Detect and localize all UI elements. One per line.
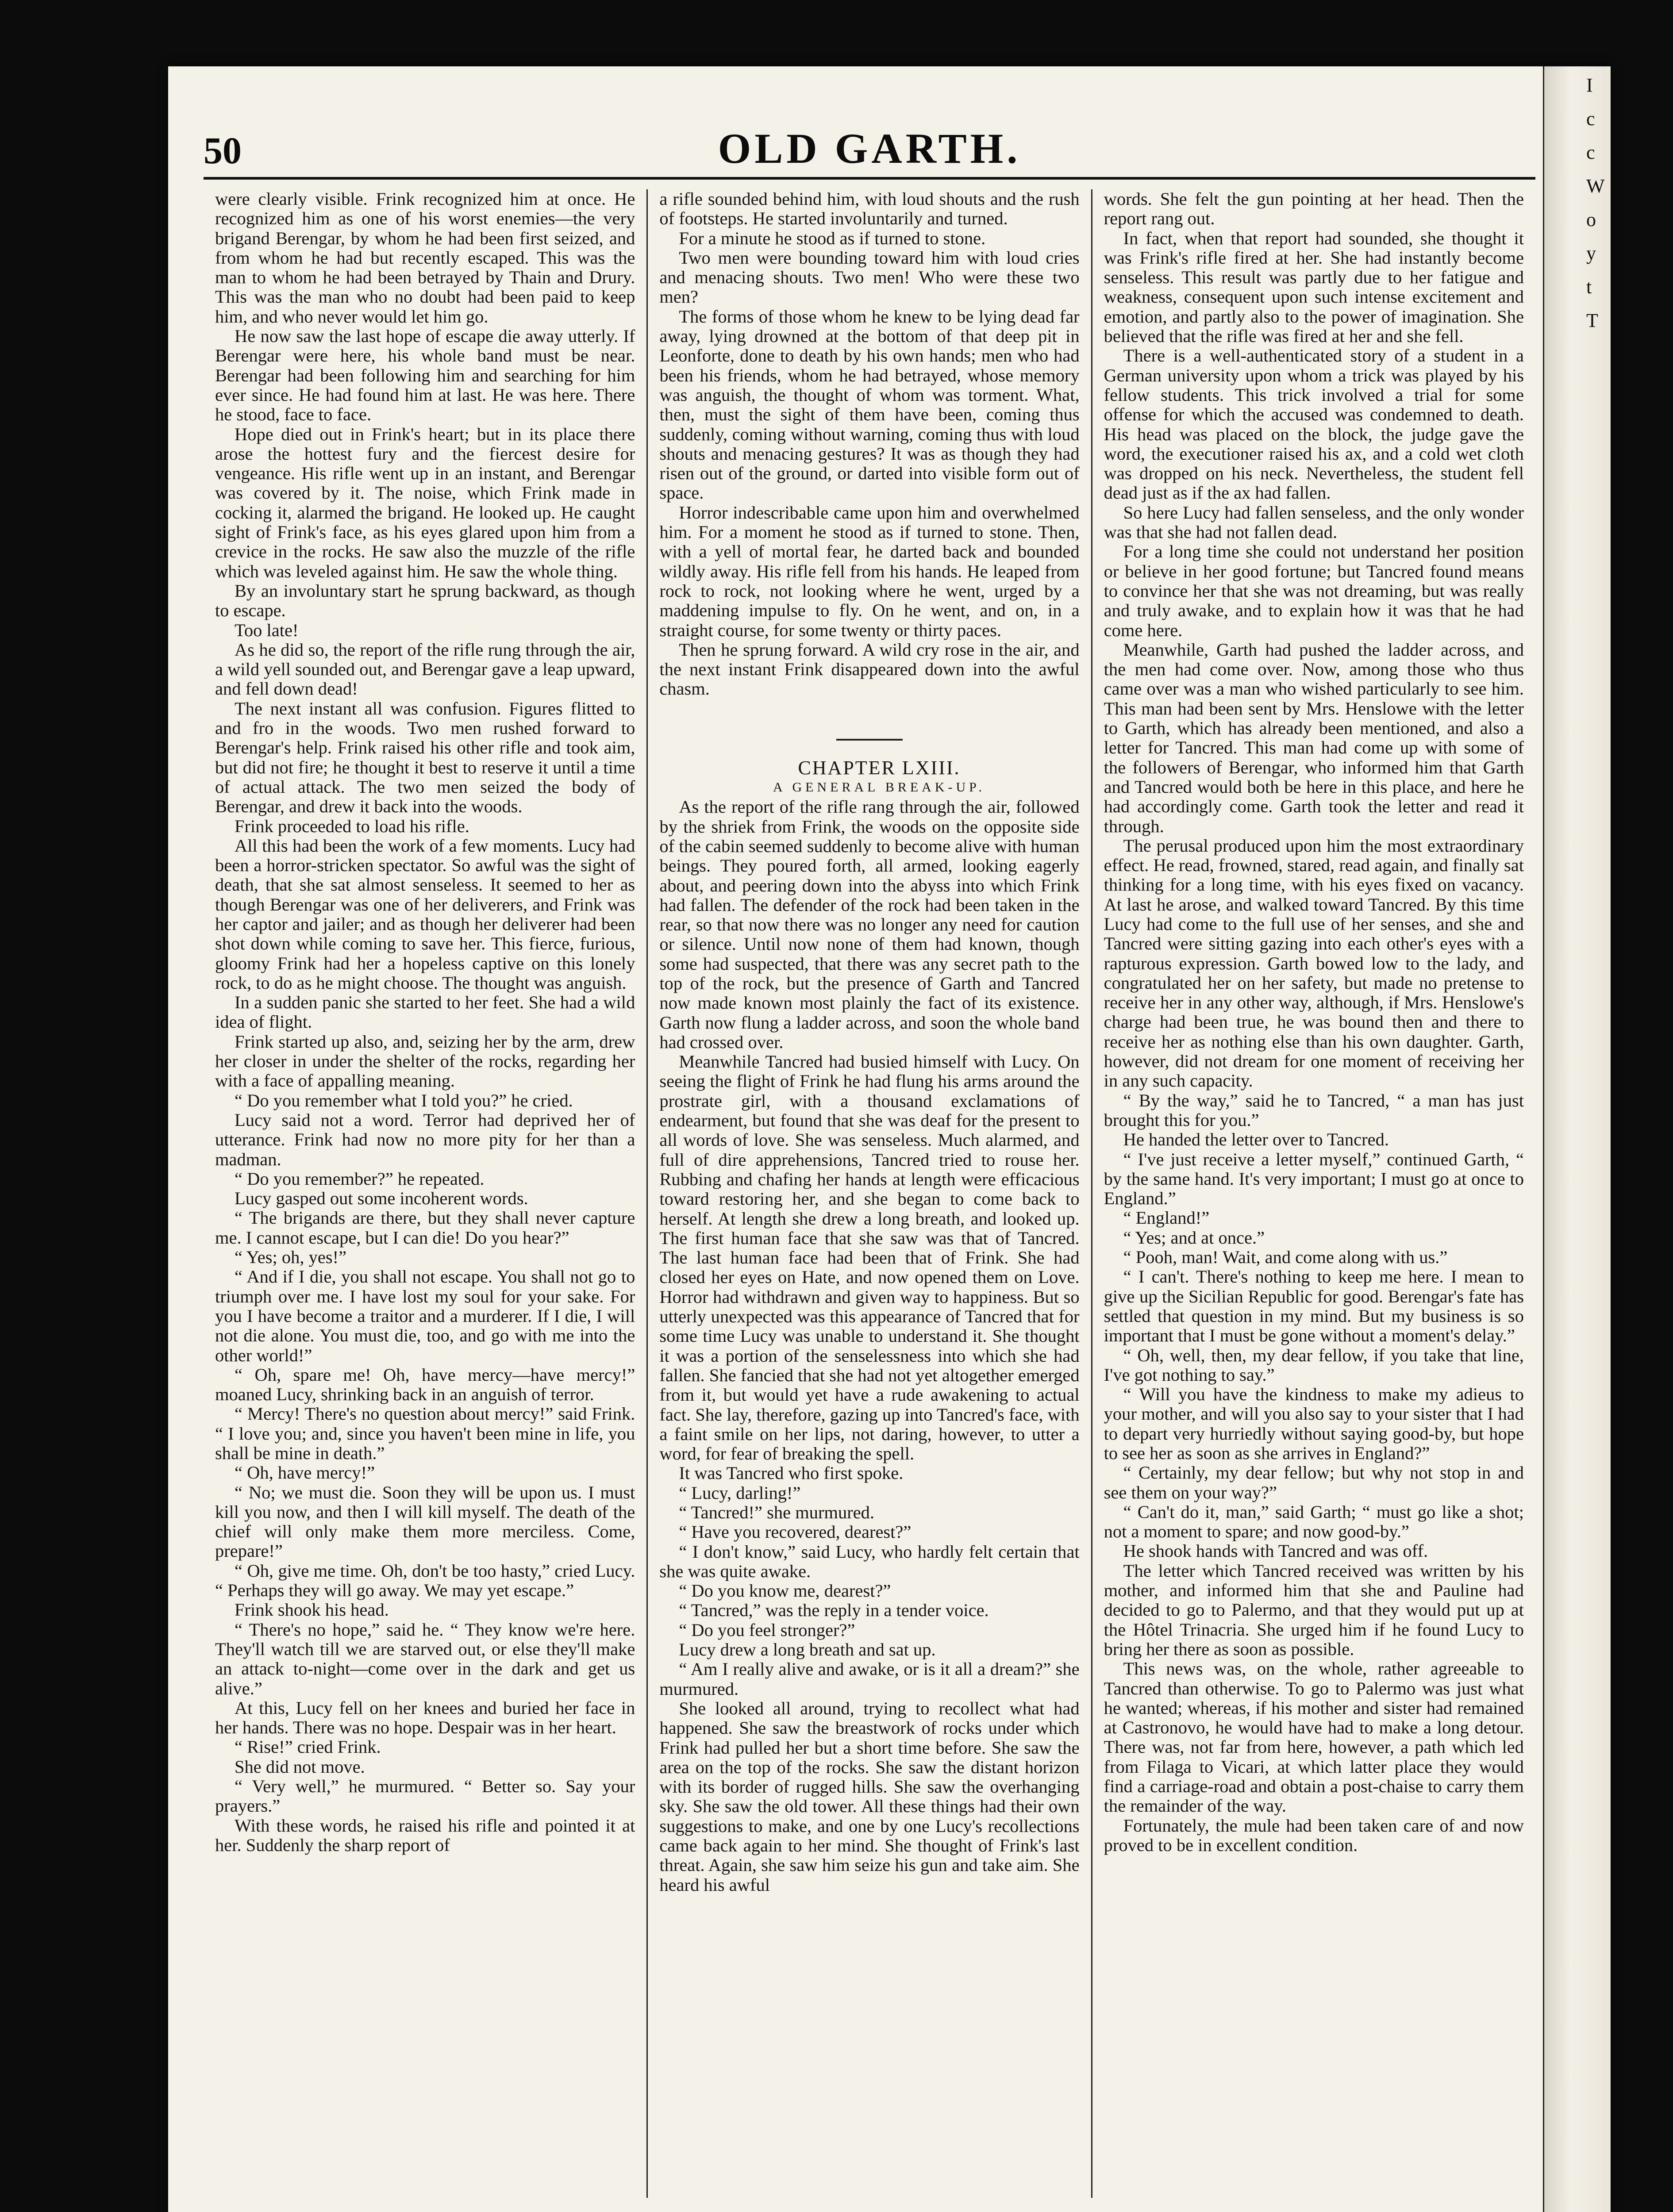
adjacent-page-edge <box>1543 66 1611 2212</box>
paragraph: He handed the letter over to Tancred. <box>1123 1129 1389 1150</box>
header-rule <box>204 177 1535 180</box>
paragraph: Frink shook his head. <box>235 1600 389 1620</box>
paragraph: The next instant all was confusion. Figures flitted to and fro in the woods. Two men rushed forward to Berengar's help. Frink raised his other rifle and took aim, but did not fire; he thought it best to reserve it until a time of actual attack. The two men seized the body of Berengar, and drew it back into the woods. <box>215 698 635 817</box>
paragraph: “ I don't know,” said Lucy, who hardly felt certain that she was quite awake. <box>659 1541 1080 1581</box>
paragraph: a rifle sounded behind him, with loud shouts and the rush of footsteps. He started involuntarily and turned. <box>659 189 1080 229</box>
paragraph: “ There's no hope,” said he. “ They know we're here. They'll watch till we are starved out, or else they'll make an attack to-night—come over in the dark and get us alive.” <box>215 1619 635 1698</box>
paragraph: This news was, on the whole, rather agreeable to Tancred than otherwise. To go to Palermo was just what he wanted; whereas, if his mother and sister had remained at Castronovo, he would have had to make a long detour. There was, not far from here, however, a path which led from Filaga to Vicari, at which latter place they would find a carriage-road and obtain a post-chaise to carry them the remainder of the way. <box>1104 1659 1524 1816</box>
paragraph: With these words, he raised his rifle and pointed it at her. Suddenly the sharp report of <box>215 1815 635 1855</box>
paragraph: “ By the way,” said he to Tancred, “ a man has just brought this for you.” <box>1104 1090 1524 1130</box>
paragraph: “ Tancred,” was the reply in a tender voice. <box>679 1600 989 1621</box>
paragraph: Lucy said not a word. Terror had deprived her of utterance. Frink had now no more pity for her than a madman. <box>215 1110 635 1169</box>
paragraph: “ Very well,” he murmured. “ Better so. Say your prayers.” <box>215 1776 635 1816</box>
paragraph: “ I can't. There's nothing to keep me here. I mean to give up the Sicilian Republic for good. Berengar's fate has settled that question in my mind. But my business is so important that I must be gone without a moment's delay.” <box>1104 1267 1524 1346</box>
paragraph: “ Rise!” cried Frink. <box>235 1737 381 1757</box>
paragraph: “ Can't do it, man,” said Garth; “ must go like a shot; not a moment to spare; and now good-by.” <box>1104 1502 1524 1542</box>
paragraph: words. She felt the gun pointing at her head. Then the report rang out. <box>1104 189 1524 229</box>
paragraph: “ And if I die, you shall not escape. You shall not go to triumph over me. I have lost my soul for your sake. For you I have become a traitor and a murderer. If I die, I will not die alone. You must die, too, and go with me into the other world!” <box>215 1267 635 1365</box>
paragraph: As the report of the rifle rang through the air, followed by the shriek from Frink, the woods on the opposite side of the cabin seemed suddenly to become alive with human beings. They poured forth, all armed, looking eagerly about, and peering down into the abyss into which Frink had fallen. The defender of the rock had been taken in the rear, so that now there was no longer any need for caution or silence. Until now none of them had known, though some had suspected, that there was any secret path to the top of the rock, but the presence of Garth and Tancred now made known most plainly the fact of its existence. Garth now flung a ladder across, and soon the whole band had crossed over. <box>659 797 1080 1052</box>
paragraph: Lucy gasped out some incoherent words. <box>235 1188 528 1209</box>
edge-glyph: c <box>1586 108 1595 130</box>
paragraph: There is a well-authenticated story of a student in a German university upon whom a trick was played by his fellow students. This trick involved a trial for some offense for which the accused was condemned to death. His head was placed on the block, the judge gave the word, the executioner raised his ax, and a cold wet cloth was dropped on his neck. Nevertheless, the student fell dead just as if the ax had fallen. <box>1104 346 1524 503</box>
paragraph: “ Certainly, my dear fellow; but why not stop in and see them on your way?” <box>1104 1463 1524 1502</box>
paragraph: “ Oh, spare me! Oh, have mercy—have mercy!” moaned Lucy, shrinking back in an anguish of terror. <box>215 1364 635 1405</box>
paragraph: The letter which Tancred received was written by his mother, and informed him that she and Pauline had decided to go to Palermo, and that they would put up at the Hôtel Trinacria. She urged him if he found Lucy to bring her there as soon as possible. <box>1104 1560 1524 1659</box>
paragraph: She did not move. <box>235 1756 365 1777</box>
paragraph: In fact, when that report had sounded, she thought it was Frink's rifle fired at her. She had instantly become senseless. This result was partly due to her fatigue and weakness, consequent upon such intense excitement and emotion, and partly also to the power of imagination. She believed that the rifle was fired at her and she fell. <box>1104 228 1524 346</box>
paragraph: She looked all around, trying to recollect what had happened. She saw the breastwork of rocks under which Frink had pulled her but a short time before. She saw the area on the top of the rocks. She saw the distant horizon with its border of rugged hills. She saw the overhanging sky. She saw the old tower. All these things had their own suggestions to make, and one by one Lucy's recollections came back again to her mind. She thought of Frink's last threat. Again, she saw him seize his gun and take aim. She heard his awful <box>659 1698 1080 1895</box>
paragraph: “ Do you know me, dearest?” <box>679 1581 891 1601</box>
paragraph: Frink started up also, and, seizing her by the arm, drew her closer in under the shelter of the rocks, regarding her with a face of appalling meaning. <box>215 1031 635 1091</box>
edge-glyph: y <box>1586 242 1596 264</box>
paragraph: The forms of those whom he knew to be lying dead far away, lying drowned at the bottom of that deep pit in Leonforte, done to death by his own hands; men who had been his friends, whom he had betrayed, whose memory was anguish, the thought of whom was torment. What, then, must the sight of them have been, coming thus suddenly, coming without warning, coming thus with loud shouts and menacing gestures? It was as though they had risen out of the ground, or darted into visible form out of space. <box>659 306 1080 503</box>
newspaper-page <box>168 66 1611 2212</box>
paragraph: “ Oh, well, then, my dear fellow, if you take that line, I've got nothing to say.” <box>1104 1345 1524 1385</box>
paragraph: “ Mercy! There's no question about mercy!” said Frink. “ I love you; and, since you haven't been mine in life, you shall be mine in death.” <box>215 1404 635 1463</box>
paragraph: “ Tancred!” she murmured. <box>679 1502 875 1522</box>
page-header <box>204 97 1535 181</box>
column-left <box>204 189 646 2198</box>
paragraph: “ Do you remember?” he repeated. <box>235 1168 485 1189</box>
paragraph: Frink proceeded to load his rifle. <box>235 816 469 836</box>
paragraph: “ Do you remember what I told you?” he cried. <box>235 1090 573 1110</box>
paragraph: As he did so, the report of the rifle rung through the air, a wild yell sounded out, and Berengar gave a leap upward, and fell down dead! <box>215 639 635 699</box>
text-columns <box>204 189 1535 2198</box>
paragraph: For a minute he stood as if turned to stone. <box>679 228 986 248</box>
edge-glyph: I <box>1586 74 1593 96</box>
paragraph: The perusal produced upon him the most extraordinary effect. He read, frowned, stared, read again, and finally sat thinking for a long time, with his eyes fixed on vacancy. At last he arose, and walked toward Tancred. By this time Lucy had come to the full use of her senses, and she and Tancred were sitting gazing into each other's eyes with a rapturous expression. Garth bowed low to the lady, and congratulated her on her safety, but made no pretense to receive her in any other way, although, if Mrs. Henslowe's charge had been true, he was bound then and there to receive her as nothing else than his own daughter. Garth, however, did not dream for one moment of receiving her in any such capacity. <box>1104 835 1524 1091</box>
paragraph: “ England!” <box>1123 1208 1210 1228</box>
chapter-subtitle: A GENERAL BREAK-UP. <box>773 780 986 795</box>
edge-glyph: c <box>1586 142 1595 163</box>
paragraph: Fortunately, the mule had been taken care of and now proved to be in excellent condition. <box>1104 1815 1524 1855</box>
paragraph: He now saw the last hope of escape die away utterly. If Berengar were here, his whole band must be near. Berengar had been following him and searching for him ever since. He had found him at last. He was here. There he stood, face to face. <box>215 326 635 425</box>
paragraph: “ Do you feel stronger?” <box>679 1620 855 1640</box>
page-title: OLD GARTH. <box>718 125 1021 172</box>
paragraph: Meanwhile Tancred had busied himself with Lucy. On seeing the flight of Frink he had flung his arms around the prostrate girl, with a thousand exclamations of endearment, but found that she was deaf for the present to all words of love. She was senseless. Much alarmed, and full of dire apprehensions, Tancred tried to rouse her. Rubbing and chafing her hands at length were efficacious toward restoring her, and she began to come back to herself. At length she drew a long breath, and looked up. The first human face that she saw was that of Tancred. The last human face had been that of Frink. She had closed her eyes on Hate, and now opened them on Love. Horror had withdrawn and given way to happiness. But so utterly unexpected was this appearance of Tancred that for some time Lucy was unable to understand it. She thought it was a portion of the senselessness into which she had fallen. She fancied that she had not yet altogether emerged from it, but would yet have a rude awakening to actual fact. She lay, therefore, gazing up into Tancred's face, with a faint smile on her lips, not daring, however, to utter a word, for fear of breaking the spell. <box>659 1052 1080 1464</box>
paragraph: “ The brigands are there, but they shall never capture me. I cannot escape, but I can die! Do you hear?” <box>215 1208 635 1248</box>
paragraph: At this, Lucy fell on her knees and buried her face in her hands. There was no hope. Despair was in her heart. <box>215 1697 635 1738</box>
edge-glyph: W <box>1586 175 1605 197</box>
paragraph: “ Am I really alive and awake, or is it all a dream?” she murmured. <box>659 1659 1080 1699</box>
paragraph: “ Will you have the kindness to make my adieus to your mother, and will you also say to your sister that I had to depart very hurriedly without saying good-by, but hope to see her as soon as she arrives in England?” <box>1104 1384 1524 1463</box>
edge-glyph: t <box>1586 276 1592 298</box>
paragraph: Lucy drew a long breath and sat up. <box>679 1640 936 1660</box>
paragraph: “ No; we must die. Soon they will be upon us. I must kill you now, and then I will kill myself. The death of the chief will only make them more merciless. Come, prepare!” <box>215 1482 635 1561</box>
paragraph: Then he sprung forward. A wild cry rose in the air, and the next instant Frink disappeared down into the awful chasm. <box>659 639 1080 699</box>
chapter-divider <box>836 739 903 741</box>
page-number: 50 <box>204 129 242 172</box>
paragraph: “ Yes; and at once.” <box>1123 1227 1265 1248</box>
paragraph: “ Oh, give me time. Oh, don't be too hasty,” cried Lucy. “ Perhaps they will go away. We may yet escape.” <box>215 1560 635 1601</box>
paragraph: Too late! <box>235 620 299 640</box>
chapter-heading: CHAPTER LXIII. <box>798 757 961 779</box>
edge-glyph: T <box>1586 310 1598 331</box>
column-right <box>1091 189 1535 2198</box>
paragraph: It was Tancred who first spoke. <box>679 1463 904 1483</box>
paragraph: So here Lucy had fallen senseless, and the only wonder was that she had not fallen dead. <box>1104 502 1524 542</box>
paragraph: Meanwhile, Garth had pushed the ladder across, and the men had come over. Now, among those who thus came over was a man who wished particularly to see him. This man had been sent by Mrs. Henslowe with the letter to Garth, which has already been mentioned, and also a letter for Tancred. This man had come up with some of the followers of Berengar, who informed him that Garth and Tancred would both be here in this place, and here he had accordingly come. Garth took the letter and read it through. <box>1104 639 1524 836</box>
paragraph: “ Lucy, darling!” <box>679 1482 801 1503</box>
paragraph: For a long time she could not understand her position or believe in her good fortune; but Tancred found means to convince her that she was not dreaming, but was really and truly awake, and to explain how it was that he had come here. <box>1104 541 1524 640</box>
edge-glyph: o <box>1586 209 1596 230</box>
paragraph: “ Pooh, man! Wait, and come along with us.” <box>1123 1247 1448 1267</box>
paragraph: By an involuntary start he sprung backward, as though to escape. <box>215 580 635 621</box>
paragraph: “ Yes; oh, yes!” <box>235 1247 347 1267</box>
paragraph: “ Have you recovered, dearest?” <box>679 1522 911 1542</box>
column-middle <box>646 189 1091 2198</box>
paragraph: In a sudden panic she started to her feet. She had a wild idea of flight. <box>215 992 635 1032</box>
paragraph: All this had been the work of a few moments. Lucy had been a horror-stricken spectator. So awful was the sight of death, that she sat almost senseless. It seemed to her as though Berengar was one of her deliverers, and Frink was her captor and jailer; and as though her deliverer had been shot down while coming to save her. This fierce, furious, gloomy Frink had her a hopeless captive on this lonely rock, to do as he might choose. The thought was anguish. <box>215 835 635 993</box>
paragraph: Horror indescribable came upon him and overwhelmed him. For a moment he stood as if turned to stone. Then, with a yell of mortal fear, he darted back and bounded wildly away. His rifle fell from his hands. He leaped from rock to rock, not looking where he went, urged by a maddening impulse to fly. On he went, and on, in a straight course, for some twenty or thirty paces. <box>659 502 1080 640</box>
paragraph: He shook hands with Tancred and was off. <box>1123 1541 1428 1561</box>
paragraph: were clearly visible. Frink recognized him at once. He recognized him as one of his worst enemies—the very brigand Berengar, by whom he had been first seized, and from whom he had but recently escaped. This was the man to whom he had been betrayed by Thain and Drury. This was the man who no doubt had been paid to keep him, and who never would let him go. <box>215 189 635 326</box>
paragraph: “ Oh, have mercy!” <box>235 1463 375 1483</box>
paragraph: Two men were bounding toward him with loud cries and menacing shouts. Two men! Who were these two men? <box>659 247 1080 307</box>
paragraph: Hope died out in Frink's heart; but in its place there arose the hottest fury and the fiercest desire for vengeance. His rifle went up in an instant, and Berengar was covered by it. The noise, which Frink made in cocking it, alarmed the brigand. He looked up. He caught sight of Frink's face, as his eyes glared upon him from a crevice in the rocks. He saw also the muzzle of the rifle which was leveled against him. He saw the whole thing. <box>215 424 635 581</box>
paragraph: “ I've just receive a letter myself,” continued Garth, “ by the same hand. It's very important; I must go at once to England.” <box>1104 1149 1524 1209</box>
